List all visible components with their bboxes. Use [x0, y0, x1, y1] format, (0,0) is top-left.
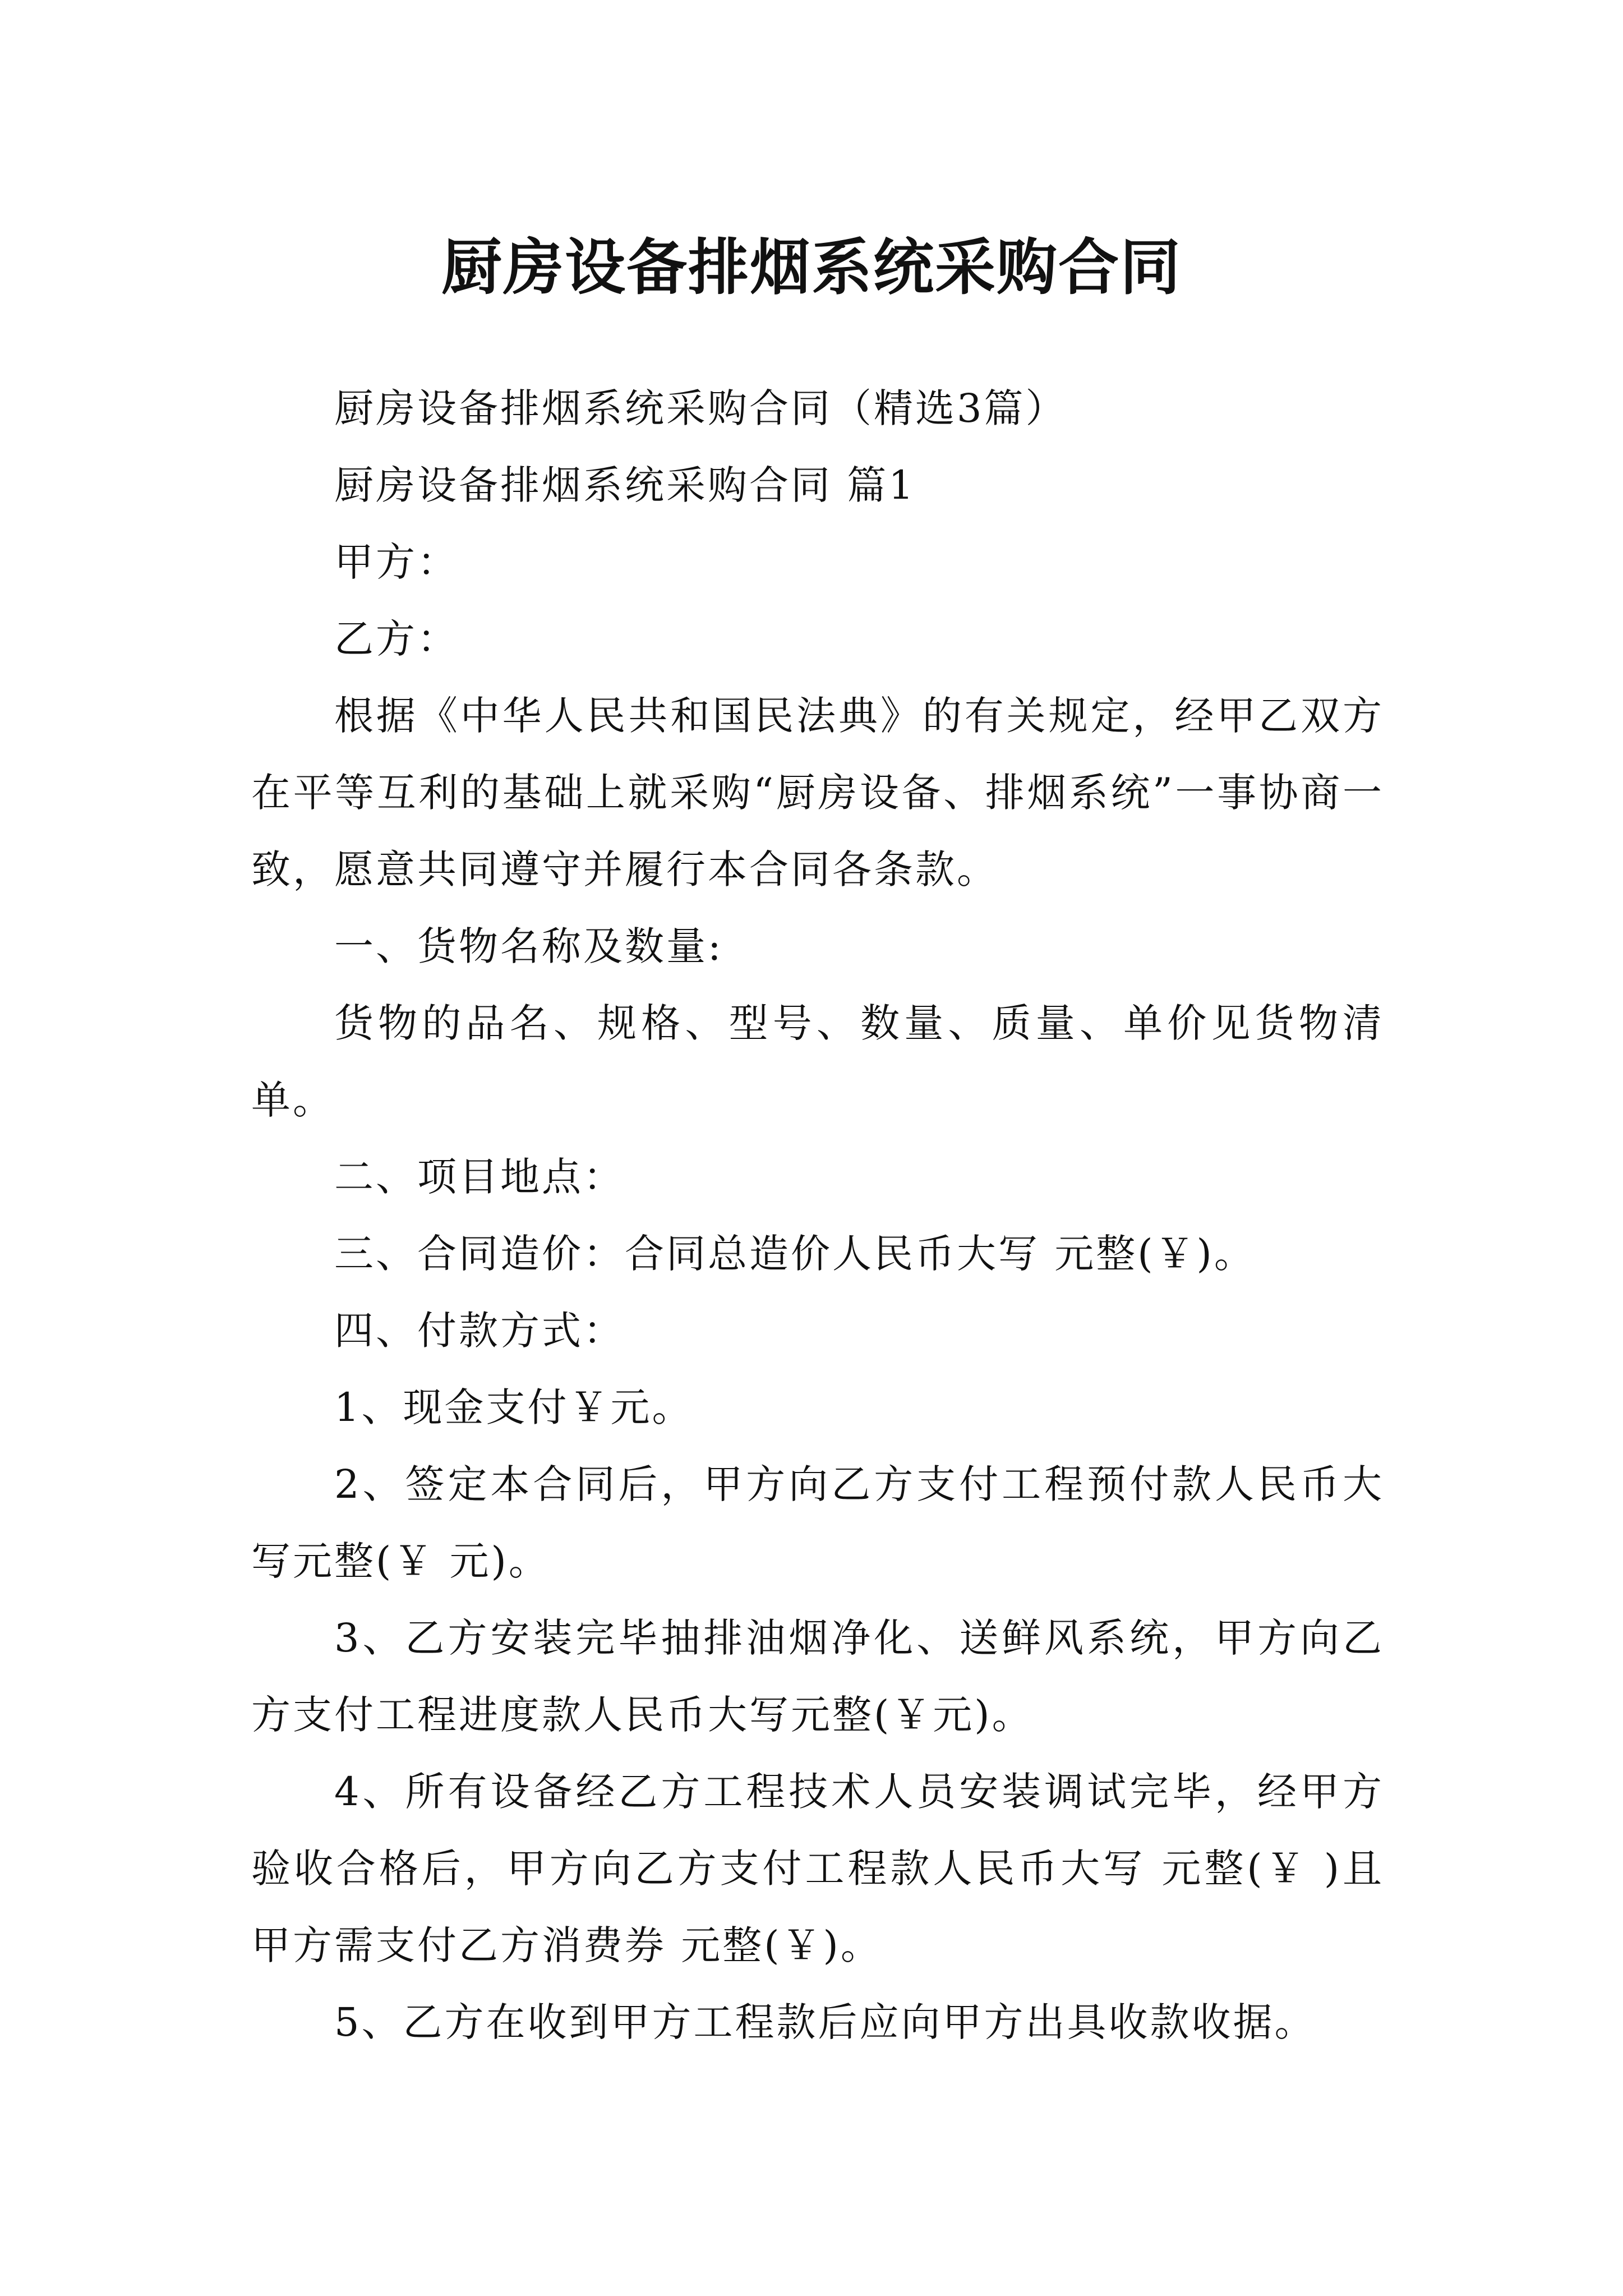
- paragraph-clause-3: 三、合同造价：合同总造价人民币大写 元整(￥)。: [334, 1231, 1256, 1277]
- paragraph-party-a: 甲方：: [334, 539, 459, 585]
- paragraph-payment-3: 3、乙方安装完毕抽排油烟净化、送鲜风系统，甲方向乙方支付工程进度款人民币大写元整(￥元)。: [251, 1615, 1384, 1738]
- paragraph-payment-4: 4、所有设备经乙方工程技术人员安装调试完毕，经甲方验收合格后，甲方向乙方支付工程款人民币大写 元整(￥ )且甲方需支付乙方消费券 元整(￥)。: [251, 1769, 1384, 1968]
- paragraph-subtitle: 厨房设备排烟系统采购合同（精选3篇）: [334, 385, 1067, 431]
- document-body: [251, 370, 1384, 2061]
- paragraph-section-heading: 厨房设备排烟系统采购合同 篇1: [334, 462, 916, 508]
- paragraph-payment-5: 5、乙方在收到甲方工程款后应向甲方出具收款收据。: [334, 1999, 1316, 2045]
- paragraph-clause-1-body: 货物的品名、规格、型号、数量、质量、单价见货物清单。: [251, 1000, 1384, 1123]
- paragraph-preamble: 根据《中华人民共和国民法典》的有关规定，经甲乙双方在平等互利的基础上就采购“厨房设备、排烟系统”一事协商一致，愿意共同遵守并履行本合同各条款。: [251, 693, 1384, 892]
- paragraph-clause-2: 二、项目地点：: [334, 1154, 625, 1200]
- paragraph-clause-1-heading: 一、货物名称及数量:: [334, 923, 723, 969]
- paragraph-clause-4-heading: 四、付款方式：: [334, 1308, 625, 1354]
- document-title: 厨房设备排烟系统采购合同: [441, 232, 1182, 303]
- paragraph-payment-2: 2、签定本合同后，甲方向乙方支付工程预付款人民币大写元整(￥ 元)。: [251, 1461, 1384, 1584]
- paragraph-payment-1: 1、现金支付￥元。: [334, 1384, 694, 1430]
- paragraph-party-b: 乙方：: [334, 616, 459, 662]
